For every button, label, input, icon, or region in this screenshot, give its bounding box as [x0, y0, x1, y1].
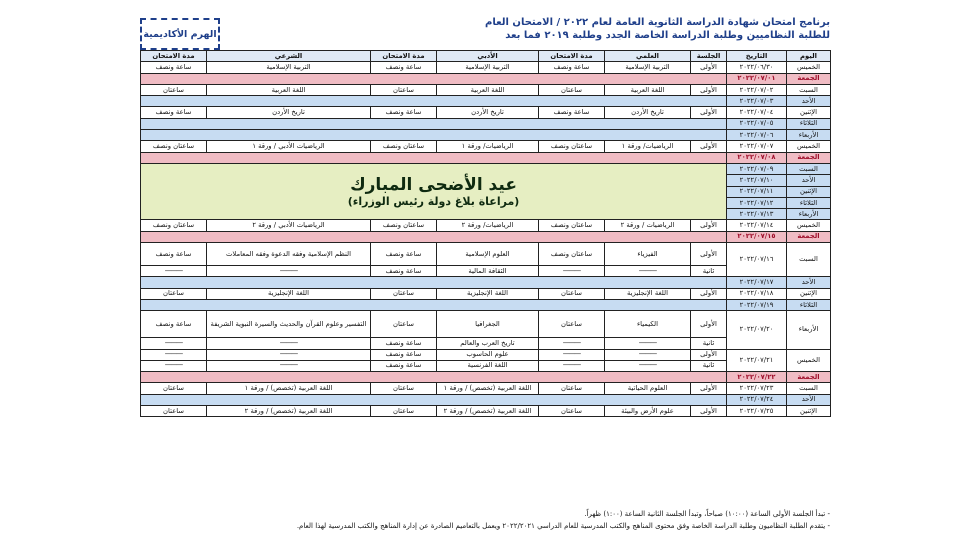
duration-cell: ساعتان ونصف — [539, 141, 605, 152]
day-cell: الجمعة — [787, 152, 831, 163]
day-cell: الأحد — [787, 175, 831, 186]
empty-cell — [141, 299, 727, 310]
scientific-cell: تاريخ الأردن — [605, 107, 691, 118]
date-cell: ٢٠٢٢/٠٧/١٩ — [727, 299, 787, 310]
date-cell: ٢٠٢٢/٠٧/٢٥ — [727, 406, 787, 417]
footnote: - تبدأ الجلسة الأولى الساعة (١٠:٠٠) صباحاً، وتبدأ الجلسة الثانية الساعة (١:٠٠) ظهراً. — [584, 510, 830, 518]
day-cell: السبت — [787, 243, 831, 277]
day-cell: الجمعة — [787, 231, 831, 242]
date-cell: ٢٠٢٢/٠٧/١٥ — [727, 231, 787, 242]
date-cell: ٢٠٢٢/٠٧/١٨ — [727, 288, 787, 299]
duration-cell: ساعتان — [141, 84, 207, 95]
day-cell: السبت — [787, 84, 831, 95]
day-cell: الخميس — [787, 62, 831, 73]
date-cell: ٢٠٢٢/٠٧/١٧ — [727, 277, 787, 288]
session-cell: الأولى — [691, 107, 727, 118]
title-line-1: برنامج امتحان شهادة الدراسة الثانوية العامة لعام ٢٠٢٢ / الامتحان العام — [485, 17, 830, 28]
empty-cell — [141, 73, 727, 84]
scientific-cell: الرياضيات / ورقة ٢ — [605, 220, 691, 231]
duration-cell: ——— — [539, 349, 605, 360]
duration-cell: ساعة ونصف — [371, 360, 437, 371]
date-cell: ٢٠٢٢/٠٧/٢٣ — [727, 383, 787, 394]
duration-cell: ساعة ونصف — [141, 243, 207, 266]
empty-cell — [141, 152, 727, 163]
duration-cell: ساعتان ونصف — [371, 220, 437, 231]
duration-cell: ساعة ونصف — [371, 243, 437, 266]
duration-cell: ——— — [141, 349, 207, 360]
day-cell: الأربعاء — [787, 130, 831, 141]
table-row — [141, 62, 831, 73]
table-header-row — [141, 51, 831, 62]
scientific-cell: اللغة العربية — [605, 84, 691, 95]
date-cell: ٢٠٢٢/٠٧/١٤ — [727, 220, 787, 231]
table-row — [141, 299, 831, 310]
session-cell: الأولى — [691, 383, 727, 394]
date-cell: ٢٠٢٢/٠٧/٢٠ — [727, 311, 787, 349]
empty-cell — [141, 118, 727, 129]
literary-cell: الرياضيات/ ورقة ٢ — [437, 220, 539, 231]
date-cell: ٢٠٢٢/٠٧/١٠ — [727, 175, 787, 186]
date-cell: ٢٠٢٢/٠٧/٠٤ — [727, 107, 787, 118]
session-cell: الأولى — [691, 311, 727, 338]
session-cell: ثانية — [691, 360, 727, 371]
duration-cell: ساعتان ونصف — [141, 220, 207, 231]
scientific-cell: الفيزياء — [605, 243, 691, 266]
duration-cell: ساعتان — [539, 311, 605, 338]
sharia-cell: التربية الإسلامية — [207, 62, 371, 73]
table-row — [141, 243, 831, 266]
holiday-title: عيد الأضحى المبارك — [350, 174, 517, 195]
scientific-cell: علوم الأرض والبيئة — [605, 406, 691, 417]
literary-cell: تاريخ الأردن — [437, 107, 539, 118]
scientific-cell: العلوم الحياتية — [605, 383, 691, 394]
title-line-2: للطلبة النظاميين وطلبة الدراسة الخاصة الجدد وطلبة ٢٠١٩ فما بعد — [505, 30, 830, 41]
duration-cell: ——— — [141, 266, 207, 277]
table-row — [141, 231, 831, 242]
academy-logo: الهرم الأكاديمية — [140, 18, 220, 50]
table-row — [141, 349, 831, 360]
table-row — [141, 130, 831, 141]
duration-cell: ساعة ونصف — [539, 62, 605, 73]
sharia-cell: اللغة العربية (تخصص) / ورقة ٢ — [207, 406, 371, 417]
literary-cell: علوم الحاسوب — [437, 349, 539, 360]
table-row — [141, 73, 831, 84]
sharia-cell: ——— — [207, 349, 371, 360]
day-cell: الأحد — [787, 394, 831, 405]
header-sharia: الشرعي — [207, 51, 371, 62]
header-scientific: العلمي — [605, 51, 691, 62]
empty-cell — [141, 231, 727, 242]
duration-cell: ساعة ونصف — [539, 107, 605, 118]
table-row — [141, 84, 831, 95]
date-cell: ٢٠٢٢/٠٧/٠١ — [727, 73, 787, 84]
footnote: - يتقدم الطلبة النظاميون وطلبة الدراسة الخاصة وفق محتوى المناهج والكتب المدرسية للعام الدراسي ٢٠٢٢/٢٠٢١ ويعمل بالتعاميم الصادرة عن إدارة المناهج والكتب المدرسية لهذا العام. — [296, 522, 830, 530]
table-row — [141, 152, 831, 163]
duration-cell: ساعتان — [141, 288, 207, 299]
day-cell: الثلاثاء — [787, 299, 831, 310]
session-cell: الأولى — [691, 349, 727, 360]
header-date: التاريخ — [727, 51, 787, 62]
table-row — [141, 107, 831, 118]
session-cell: الأولى — [691, 141, 727, 152]
duration-cell: ساعتان — [371, 84, 437, 95]
duration-cell: ساعتان — [371, 288, 437, 299]
footnotes — [140, 508, 830, 532]
sharia-cell: تاريخ الأردن — [207, 107, 371, 118]
date-cell: ٢٠٢٢/٠٧/٢٢ — [727, 372, 787, 383]
sharia-cell: اللغة العربية — [207, 84, 371, 95]
sharia-cell: ——— — [207, 338, 371, 349]
duration-cell: ساعتان ونصف — [141, 141, 207, 152]
table-row — [141, 220, 831, 231]
duration-cell: ساعتان — [539, 406, 605, 417]
duration-cell: ——— — [539, 338, 605, 349]
session-cell: الأولى — [691, 220, 727, 231]
session-cell: ثانية — [691, 338, 727, 349]
date-cell: ٢٠٢٢/٠٧/٠٣ — [727, 96, 787, 107]
duration-cell: ساعة ونصف — [371, 338, 437, 349]
duration-cell: ساعة ونصف — [371, 349, 437, 360]
duration-cell: ساعتان — [371, 406, 437, 417]
session-cell: الأولى — [691, 84, 727, 95]
literary-cell: الجغرافيا — [437, 311, 539, 338]
scientific-cell: ——— — [605, 349, 691, 360]
sharia-cell: اللغة العربية (تخصص) / ورقة ١ — [207, 383, 371, 394]
literary-cell: تاريخ العرب والعالم — [437, 338, 539, 349]
day-cell: الأحد — [787, 96, 831, 107]
date-cell: ٢٠٢٢/٠٧/١١ — [727, 186, 787, 197]
day-cell: السبت — [787, 163, 831, 174]
duration-cell: ——— — [141, 338, 207, 349]
day-cell: الخميس — [787, 349, 831, 372]
duration-cell: ساعة ونصف — [371, 62, 437, 73]
table-row — [141, 383, 831, 394]
scientific-cell: الكيمياء — [605, 311, 691, 338]
date-cell: ٢٠٢٢/٠٧/٠٥ — [727, 118, 787, 129]
header-duration: مدة الامتحان — [539, 51, 605, 62]
sharia-cell: النظم الإسلامية وفقه الدعوة وفقه المعاملات — [207, 243, 371, 266]
scientific-cell: ——— — [605, 360, 691, 371]
day-cell: الإثنين — [787, 186, 831, 197]
date-cell: ٢٠٢٢/٠٧/٠٧ — [727, 141, 787, 152]
scientific-cell: اللغة الإنجليزية — [605, 288, 691, 299]
empty-cell — [141, 372, 727, 383]
day-cell: الجمعة — [787, 372, 831, 383]
session-cell: الأولى — [691, 406, 727, 417]
header-session: الجلسة — [691, 51, 727, 62]
day-cell: الإثنين — [787, 406, 831, 417]
date-cell: ٢٠٢٢/٠٧/٠٢ — [727, 84, 787, 95]
empty-cell — [141, 277, 727, 288]
duration-cell: ——— — [539, 360, 605, 371]
literary-cell: التربية الإسلامية — [437, 62, 539, 73]
scientific-cell: التربية الإسلامية — [605, 62, 691, 73]
literary-cell: الرياضيات/ ورقة ١ — [437, 141, 539, 152]
day-cell: الإثنين — [787, 107, 831, 118]
header-literary: الأدبي — [437, 51, 539, 62]
literary-cell: اللغة الإنجليزية — [437, 288, 539, 299]
sharia-cell: ——— — [207, 360, 371, 371]
date-cell: ٢٠٢٢/٠٧/١٣ — [727, 209, 787, 220]
day-cell: السبت — [787, 383, 831, 394]
session-cell: الأولى — [691, 243, 727, 266]
duration-cell: ساعة ونصف — [141, 311, 207, 338]
literary-cell: الثقافة المالية — [437, 266, 539, 277]
duration-cell: ساعتان ونصف — [539, 243, 605, 266]
day-cell: الأحد — [787, 277, 831, 288]
empty-cell — [141, 96, 727, 107]
header-duration: مدة الامتحان — [371, 51, 437, 62]
duration-cell: ساعتان — [141, 383, 207, 394]
table-row — [141, 277, 831, 288]
sharia-cell: الرياضيات الأدبي / ورقة ٢ — [207, 220, 371, 231]
literary-cell: اللغة العربية (تخصص) / ورقة ١ — [437, 383, 539, 394]
duration-cell: ——— — [539, 266, 605, 277]
duration-cell: ساعتان ونصف — [539, 220, 605, 231]
day-cell: الإثنين — [787, 288, 831, 299]
header-duration: مدة الامتحان — [141, 51, 207, 62]
literary-cell: اللغة العربية (تخصص) / ورقة ٢ — [437, 406, 539, 417]
date-cell: ٢٠٢٢/٠٧/٠٨ — [727, 152, 787, 163]
day-cell: الجمعة — [787, 73, 831, 84]
table-row — [141, 372, 831, 383]
table-row — [141, 118, 831, 129]
date-cell: ٢٠٢٢/٠٦/٣٠ — [727, 62, 787, 73]
duration-cell: ساعتان — [371, 311, 437, 338]
document-title — [240, 16, 830, 42]
duration-cell: ساعة ونصف — [371, 266, 437, 277]
holiday-banner — [141, 163, 727, 219]
duration-cell: ساعة ونصف — [141, 62, 207, 73]
literary-cell: اللغة الفرنسية — [437, 360, 539, 371]
empty-cell — [141, 394, 727, 405]
date-cell: ٢٠٢٢/٠٧/١٢ — [727, 197, 787, 208]
duration-cell: ساعتان — [141, 406, 207, 417]
duration-cell: ساعتان — [371, 383, 437, 394]
scientific-cell: ——— — [605, 338, 691, 349]
table-row — [141, 311, 831, 338]
day-cell: الخميس — [787, 141, 831, 152]
schedule-table — [140, 50, 831, 417]
table-row — [141, 96, 831, 107]
table-row — [141, 141, 831, 152]
literary-cell: العلوم الإسلامية — [437, 243, 539, 266]
day-cell: الأربعاء — [787, 209, 831, 220]
scientific-cell: الرياضيات/ ورقة ١ — [605, 141, 691, 152]
date-cell: ٢٠٢٢/٠٧/٠٩ — [727, 163, 787, 174]
scientific-cell: ——— — [605, 266, 691, 277]
duration-cell: ساعتان — [539, 383, 605, 394]
duration-cell: ساعتان — [539, 288, 605, 299]
duration-cell: ساعتان ونصف — [371, 141, 437, 152]
date-cell: ٢٠٢٢/٠٧/٢٤ — [727, 394, 787, 405]
literary-cell: اللغة العربية — [437, 84, 539, 95]
empty-cell — [141, 130, 727, 141]
table-row — [141, 394, 831, 405]
sharia-cell: التفسير وعلوم القرآن والحديث والسيرة النبوية الشريفة — [207, 311, 371, 338]
day-cell: الثلاثاء — [787, 118, 831, 129]
duration-cell: ——— — [141, 360, 207, 371]
session-cell: الأولى — [691, 288, 727, 299]
day-cell: الخميس — [787, 220, 831, 231]
duration-cell: ساعة ونصف — [141, 107, 207, 118]
date-cell: ٢٠٢٢/٠٧/٠٦ — [727, 130, 787, 141]
exam-schedule-document — [140, 10, 830, 550]
day-cell: الأربعاء — [787, 311, 831, 349]
duration-cell: ساعة ونصف — [371, 107, 437, 118]
sharia-cell: الرياضيات الأدبي / ورقة ١ — [207, 141, 371, 152]
date-cell: ٢٠٢٢/٠٧/٢١ — [727, 349, 787, 372]
session-cell: الأولى — [691, 62, 727, 73]
date-cell: ٢٠٢٢/٠٧/١٦ — [727, 243, 787, 277]
holiday-subtitle: (مراعاة بلاغ دولة رئيس الوزراء) — [347, 194, 520, 208]
header-day: اليوم — [787, 51, 831, 62]
sharia-cell: اللغة الإنجليزية — [207, 288, 371, 299]
table-row — [141, 406, 831, 417]
day-cell: الثلاثاء — [787, 197, 831, 208]
holiday-row — [141, 163, 831, 174]
table-row — [141, 288, 831, 299]
duration-cell: ساعتان — [539, 84, 605, 95]
sharia-cell: ——— — [207, 266, 371, 277]
session-cell: ثانية — [691, 266, 727, 277]
